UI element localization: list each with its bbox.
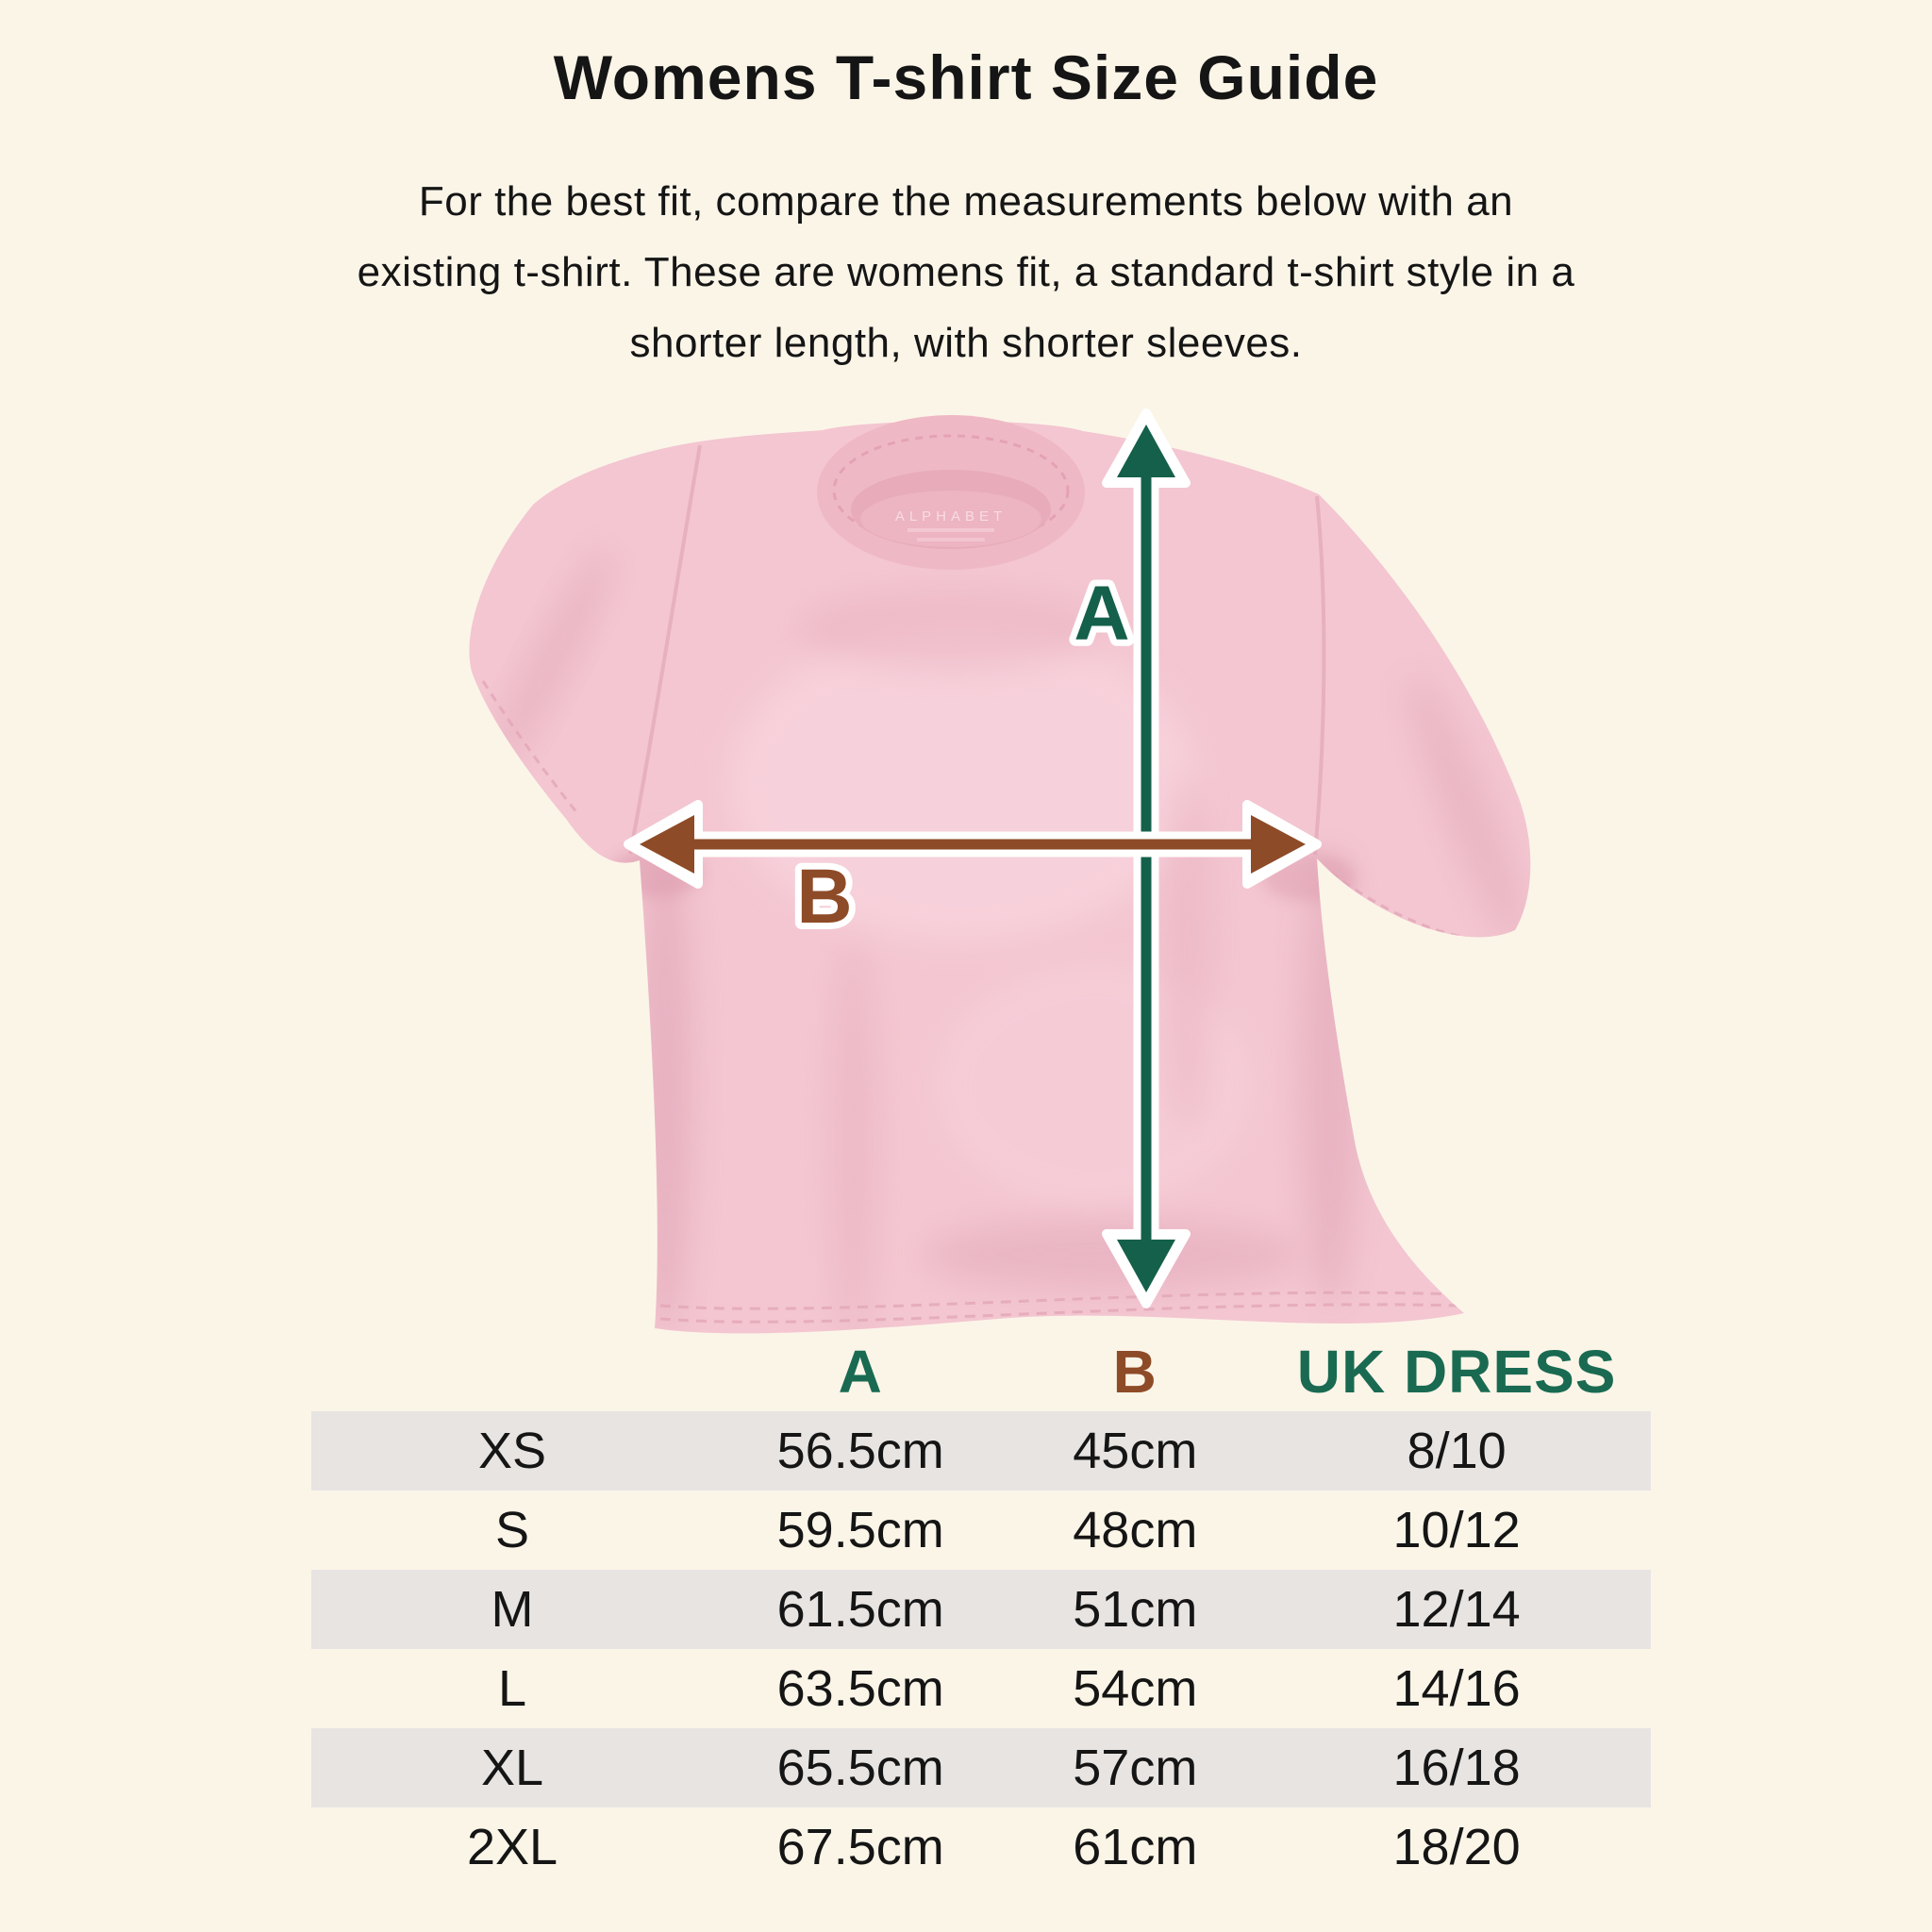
page-title: Womens T-shirt Size Guide [553, 42, 1379, 112]
header-a: A [838, 1338, 883, 1406]
cell-b: 61cm [1073, 1819, 1198, 1875]
table-row-l [311, 1649, 1651, 1728]
cell-a: 67.5cm [776, 1819, 944, 1875]
size-table-header [311, 1334, 1651, 1409]
table-row-xs [311, 1411, 1651, 1491]
cell-b: 51cm [1073, 1581, 1198, 1638]
table-row-xl [311, 1728, 1651, 1807]
cell-uk: 10/12 [1392, 1502, 1521, 1558]
length-label-a: A [1074, 571, 1130, 657]
cell-b: 57cm [1073, 1740, 1198, 1796]
tshirt-collar [817, 415, 1085, 570]
cell-uk: 12/14 [1392, 1581, 1521, 1638]
cell-size: L [497, 1660, 527, 1717]
cell-a: 65.5cm [776, 1740, 944, 1796]
cell-a: 56.5cm [776, 1423, 944, 1479]
cell-size: 2XL [466, 1819, 558, 1875]
cell-a: 59.5cm [776, 1502, 944, 1558]
header-uk-dress: UK DRESS [1296, 1338, 1617, 1406]
description-line-3: shorter length, with shorter sleeves. [629, 320, 1303, 366]
cell-uk: 16/18 [1392, 1740, 1521, 1796]
description-line-2: existing t-shirt. These are womens fit, a standard t-shirt style in a [357, 249, 1575, 295]
table-row-m [311, 1570, 1651, 1649]
cell-size: S [494, 1502, 530, 1558]
description-line-1: For the best fit, compare the measurements below with an [418, 178, 1514, 225]
width-label-b: B [796, 854, 853, 940]
cell-uk: 18/20 [1392, 1819, 1521, 1875]
table-row-s [311, 1491, 1651, 1570]
cell-size: XS [477, 1423, 547, 1479]
header-b: B [1112, 1338, 1158, 1406]
cell-size: XL [480, 1740, 544, 1796]
table-row-2xl [311, 1807, 1651, 1887]
cell-uk: 8/10 [1407, 1423, 1507, 1479]
cell-b: 54cm [1073, 1660, 1198, 1717]
cell-a: 61.5cm [776, 1581, 944, 1638]
cell-b: 45cm [1073, 1423, 1198, 1479]
cell-size: M [491, 1581, 534, 1638]
tshirt-illustration [469, 413, 1541, 1340]
size-table [311, 1411, 1651, 1887]
cell-uk: 14/16 [1392, 1660, 1521, 1717]
cell-a: 63.5cm [776, 1660, 944, 1717]
cell-b: 48cm [1073, 1502, 1198, 1558]
tshirt-neck-label: ALPHABET [894, 508, 1008, 525]
